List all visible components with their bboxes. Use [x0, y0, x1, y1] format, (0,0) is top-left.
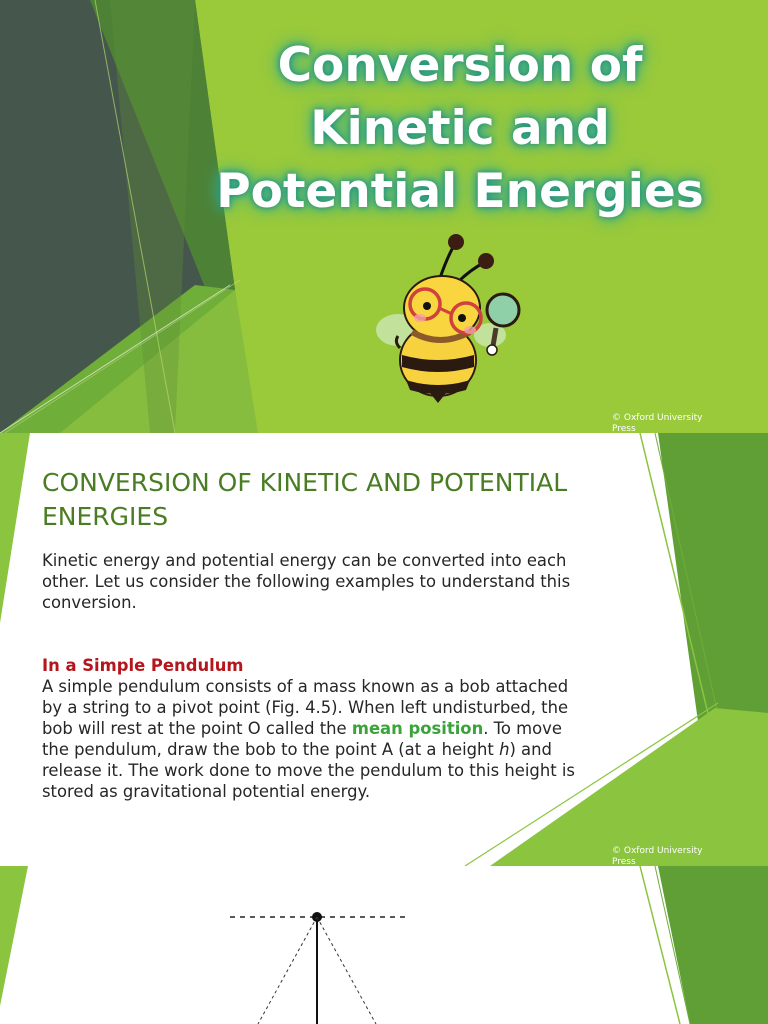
content-slide [0, 433, 768, 866]
paragraph-line3a: bob will rest at the point O called the [42, 719, 352, 738]
slide2-title-line1: CONVERSION OF KINETIC AND POTENTIAL [42, 468, 568, 497]
paragraph-line4c: ) and [509, 740, 552, 759]
paragraph-line1: A simple pendulum consists of a mass known as a bob attached [42, 677, 569, 696]
slide1-title-line1: Conversion of [277, 38, 643, 93]
slide2-copyright: © Oxford University Press [612, 846, 703, 866]
pendulum-subheading: In a Simple Pendulum [42, 656, 244, 675]
paragraph-line4a: the pendulum, draw the bob to the point A (at a height [42, 740, 500, 759]
pendulum-diagram-icon [220, 906, 420, 1024]
intro-line1: Kinetic energy and potential energy can be converted into each [42, 551, 567, 570]
slide1-copyright: © Oxford University Press [612, 413, 703, 433]
slide1-title-line2: Kinetic and [310, 101, 610, 156]
intro-line3: conversion. [42, 593, 137, 612]
slide1-title [200, 34, 720, 223]
paragraph-line3c: . To move [483, 719, 562, 738]
paragraph-line6: stored as gravitational potential energy. [42, 782, 371, 801]
paragraph-line5: release it. The work done to move the pendulum to this height is [42, 761, 575, 780]
intro-line2: other. Let us consider the following examples to understand this [42, 572, 571, 591]
slide2-title [42, 466, 642, 534]
title-slide [0, 0, 768, 433]
slide2-title-line2: ENERGIES [42, 502, 169, 531]
mean-position-term: mean position [351, 719, 484, 738]
height-symbol: h [499, 740, 510, 759]
bee-mascot-icon [370, 230, 530, 405]
paragraph-line2: by a string to a pivot point (Fig. 4.5). When left undisturbed, the [42, 698, 569, 717]
pendulum-paragraph [42, 676, 642, 802]
intro-paragraph [42, 550, 622, 613]
slide1-title-line3: Potential Energies [216, 164, 704, 219]
diagram-slide [0, 866, 768, 1024]
